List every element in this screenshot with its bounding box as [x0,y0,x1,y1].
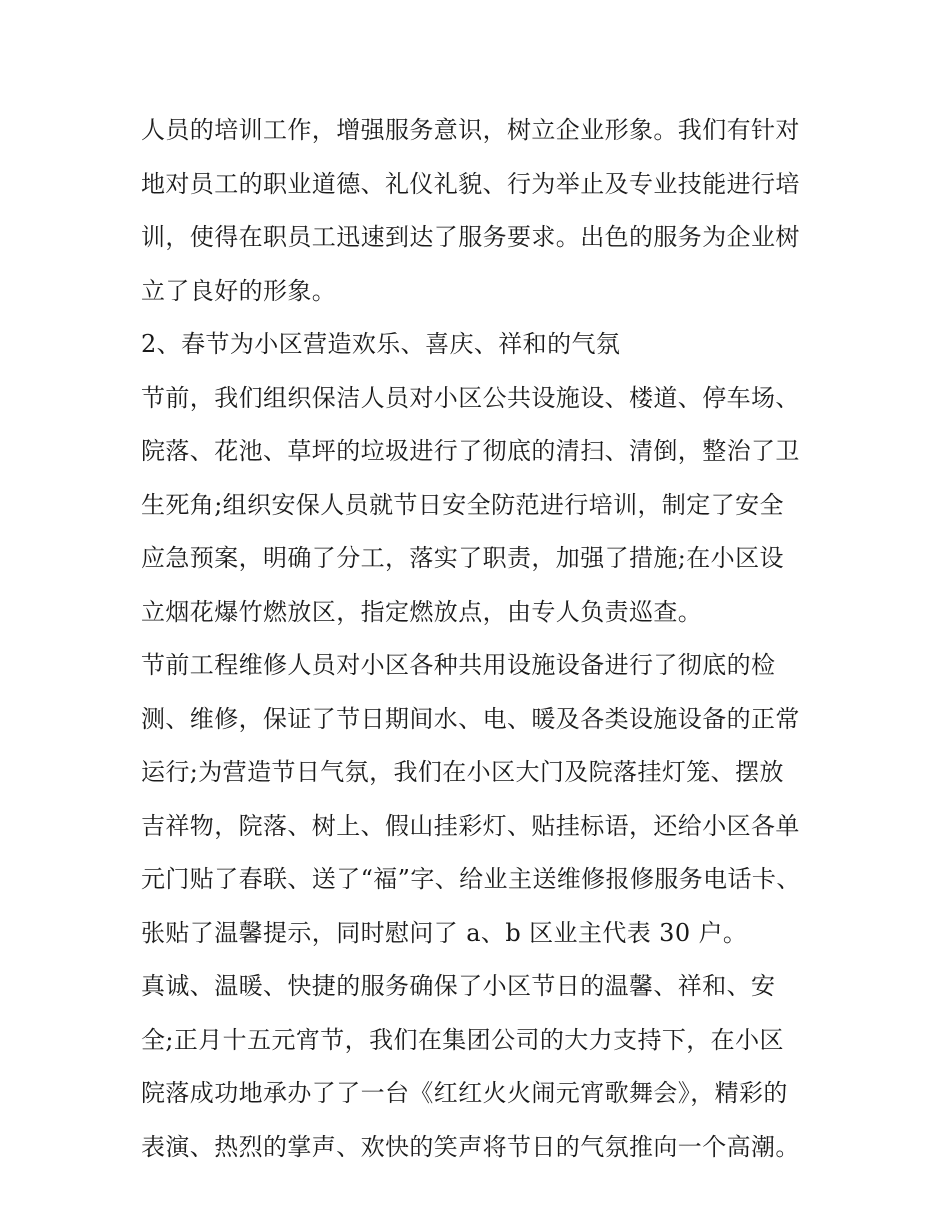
text-line: 测、维修，保证了节日期间水、电、暖及各类设施设备的正常 [141,704,800,733]
text-line: 节前，我们组织保洁人员对小区公共设施设、楼道、停车场、 [141,383,800,412]
text-line: 立了良好的形象。 [141,276,337,305]
text-line: 应急预案，明确了分工，落实了职责，加强了措施;在小区设 [141,544,784,572]
text-line: 张贴了温馨提示，同时慰问了 a、b 区业主代表 30 户。 [141,918,748,947]
text-line: 院落成功地承办了了一台《红红火火闹元宵歌舞会》，精彩的 [141,1079,788,1107]
section-heading: 2、春节为小区营造欢乐、喜庆、祥和的气氛 [141,330,621,358]
text-line: 吉祥物，院落、树上、假山挂彩灯、贴挂标语，还给小区各单 [141,811,800,840]
text-line: 训，使得在职员工迅速到达了服务要求。出色的服务为企业树 [141,223,800,251]
text-line: 生死角;组织安保人员就节日安全防范进行培训，制定了安全 [141,490,784,519]
text-line: 真诚、温暖、快捷的服务确保了小区节日的温馨、祥和、安 [141,972,776,1000]
text-line: 节前工程维修人员对小区各种共用设施设备进行了彻底的检 [141,651,776,679]
text-line: 人员的培训工作，增强服务意识，树立企业形象。我们有针对 [141,116,800,144]
text-line: 立烟花爆竹燃放区，指定燃放点，由专人负责巡查。 [141,597,703,626]
text-line: 元门贴了春联、送了“福”字、给业主送维修报修服务电话卡、 [141,865,801,893]
text-line: 地对员工的职业道德、礼仪礼貌、行为举止及专业技能进行培 [141,169,800,198]
text-line: 表演、热烈的掌声、欢快的笑声将节日的气氛推向一个高潮。 [141,1132,800,1161]
text-line: 院落、花池、草坪的垃圾进行了彻底的清扫、清倒，整治了卫 [141,437,800,465]
text-line: 全;正月十五元宵节，我们在集团公司的大力支持下，在小区 [141,1025,784,1054]
text-line: 运行;为营造节日气氛，我们在小区大门及院落挂灯笼、摆放 [141,758,784,786]
document-body [141,104,821,1174]
